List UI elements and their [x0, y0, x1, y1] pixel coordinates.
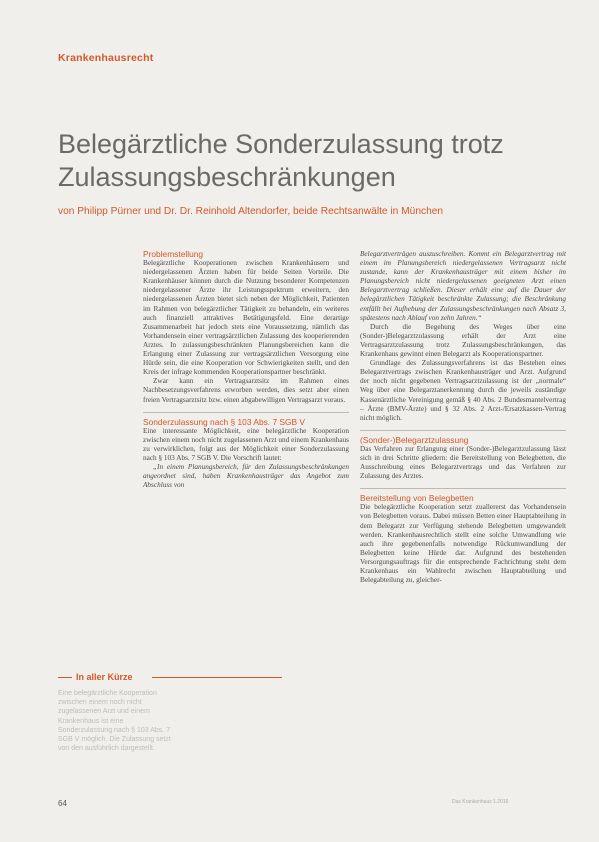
paragraph: Das Verfahren zur Erlangung einer (Sonder-)Belegarztzulassung lässt sich in drei Schritte gliedern: die Bereitstellung von Belegbetten, die Ausschreibung eines Belegarztvertrags und das Verfahren zur Zulassung des Arztes.: [360, 444, 566, 481]
paragraph: Grundlage des Zulassungsverfahrens ist das Bestehen eines Belegarztvertrags zwischen Krankenhausträger und Arzt. Aufgrund der noch nicht gegebenen Vertragsarztzulassung ist der „normale“ Weg über eine Belegarztanerkennung durch die jeweils zuständige Kassenärztliche Vereinigung gemäß § 40 Abs. 2 Bundesmantelvertrag – Ärzte (BMV-Ärzte) und § 32 Abs. 2 Arzt-/Ersatzkassen-Vertrag nicht möglich.: [360, 359, 566, 422]
text-column-right: [360, 250, 566, 585]
journal-footer: Das Krankenhaus 1.2016: [452, 799, 509, 805]
paragraph: Belegärztliche Kooperationen zwischen Krankenhäusern und niedergelassenen Ärzten haben für beide Seiten Vorteile. Die Krankenhäuser können durch die Nutzung besonderer Kompetenzen niedergelassener Ärzte ihr Leistungsspektrum erweitern, den niedergelassenen Ärzten bietet sich neben der Möglichkeit, Patienten im Rahmen von belegärztlicher Tätigkeit zu behandeln, ein weiteres auch finanziell attraktives Betätigungsfeld. Eine derartige Zusammenarbeit hat jedoch stets eine Voraussetzung, nämlich das Vorhandensein einer vertragsärztlichen Zulassung des kooperierenden Arztes. In zulassungsbeschränkten Planungsbereichen kann die Erlangung einer Zulassung zur vertragsärztlichen Versorgung eine Hürde sein, die eine Kooperation vor Schwierigkeiten stellt, und den Kreis der infrage kommenden Kooperationspartner beschränkt.: [143, 259, 349, 377]
title-line-1: Belegärztliche Sonderzulassung trotz: [58, 129, 504, 159]
divider: [360, 488, 566, 489]
quote-paragraph: Belegarztverträgen auszuschreiben. Kommt ein Belegarztvertrag mit einem im Planungsbereich niedergelassenen Vertragsarzt nicht zustande, kann der Krankenhausträger mit einem bisher im Planungsbereich nicht niedergelassenen geeigneten Arzt einen Belegarztvertrag schließen. Dieser erhält eine auf die Dauer der belegärztlichen Tätigkeit beschränkte Zulassung; die Beschränkung entfällt bei Aufhebung der Zulassungsbeschränkungen nach Absatz 3, spätestens nach Ablauf von zehn Jahren.“: [360, 250, 566, 322]
paragraph: Eine interessante Möglichkeit, eine belegärztliche Kooperation zwischen einem noch nicht zugelassenen Arzt und einem Krankenhaus zu verwirklichen, folgt aus der Möglichkeit einer Sonderzulassung nach § 103 Abs. 7 SGB V. Die Vorschrift lautet:: [143, 426, 349, 462]
title-line-2: Zulassungsbeschränkungen: [58, 162, 396, 192]
divider: [143, 412, 349, 413]
divider: [360, 430, 566, 431]
paragraph: Zwar kann ein Vertragsarztsitz im Rahmen eines Nachbesetzungsverfahrens erworben werden, dies setzt aber einen freien Vertragsarztsitz bzw. einen abgabewilligen Vertragsarzt voraus.: [143, 377, 349, 404]
heading-belegbetten: Bereitstellung von Belegbetten: [360, 493, 474, 504]
heading-belegarztzulassung: (Sonder-)Belegarztzulassung: [360, 434, 469, 445]
sidebar-accent-line: [58, 677, 72, 678]
page-number: 64: [58, 799, 67, 808]
sidebar-title-rule: [152, 677, 282, 678]
article-title: [58, 128, 558, 194]
section-label: Krankenhausrecht: [58, 52, 154, 64]
heading-problemstellung: Problemstellung: [143, 249, 204, 259]
sidebar-text: Eine belegärztliche Kooperation zwischen einem noch nicht zugelassenen Arzt und einem Krankenhaus ist eine Sonderzulassung nach § 103 Abs. 7 SGB V möglich. Die Zulassung setzt von den ausführlich dargestellt.: [58, 690, 171, 753]
sidebar-title: In aller Kürze: [76, 672, 133, 682]
text-column-left: [143, 250, 349, 490]
byline: von Philipp Pürner und Dr. Dr. Reinhold Altendorfer, beide Rechtsanwälte in München: [58, 206, 444, 217]
paragraph: Die belegärztliche Kooperation setzt zuallererst das Vorhandensein von Belegbetten voraus. Dabei müssen Betten einer Hauptabteilung in dem Belegarzt zur Verfügung stehende Belegbetten umgewandelt werden. Krankenhausrechtlich stellt eine solche Umwandlung wie auch ihre gegebenenfalls notwendige Rückumwandlung der Belegbetten keine Hürde dar. Aufgrund des bestehenden Versorgungsauftrags für die entsprechende Fachrichtung steht dem Krankenhaus ein Wahlrecht zwischen Hauptabteilung und Belegabteilung zu, gleicher-: [360, 503, 566, 585]
quote-paragraph: „In einem Planungsbereich, für den Zulassungsbeschränkungen angeordnet sind, haben Krankenhausträger das Angebot zum Abschluss von: [143, 463, 349, 490]
paragraph: Durch die Begehung des Weges über eine (Sonder-)Belegarztzulassung erhält der Arzt eine Vertragsarztzulassung trotz Zulassungsbeschränkungen, das Krankenhaus gewinnt einen Belegarzt als Kooperationspartner.: [360, 322, 566, 359]
heading-sonderzulassung: Sonderzulassung nach § 103 Abs. 7 SGB V: [143, 416, 306, 427]
